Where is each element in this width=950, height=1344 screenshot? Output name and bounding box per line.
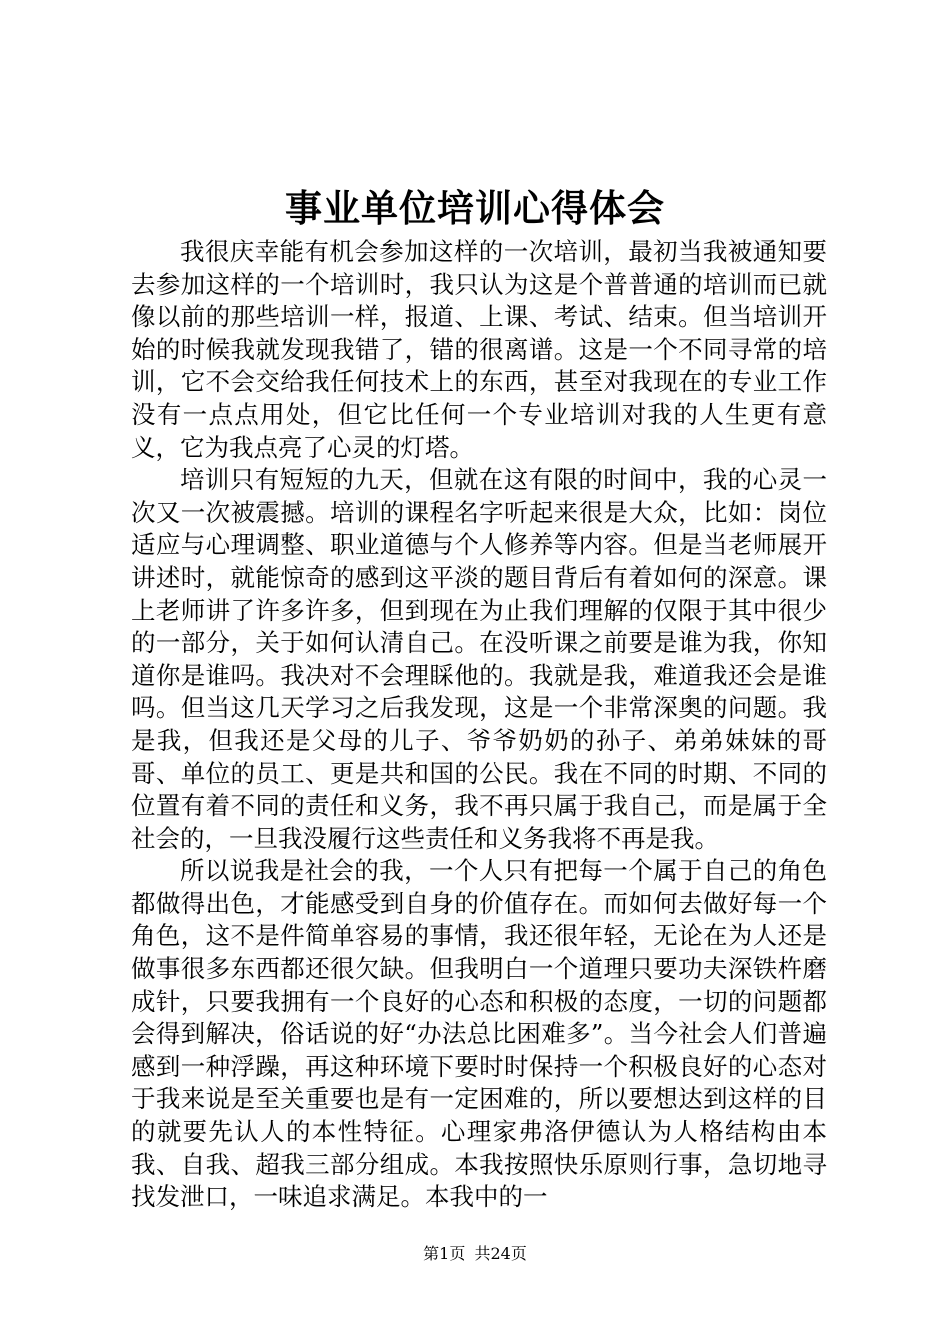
paragraph-1: 我很庆幸能有机会参加这样的一次培训，最初当我被通知要去参加这样的一个培训时，我只认为这是个普普通的培训而已就像以前的那些培训一样，报道、上课、考试、结束。但当培训开始的时候我就发现我错了，错的很离谱。这是一个不同寻常的培训，它不会交给我任何技术上的东西，甚至对我现在的专业工作没有一点点用处，但它比任何一个专业培训对我的人生更有意义，它为我点亮了心灵的灯塔。 — [131, 237, 827, 462]
paragraph-2: 培训只有短短的九天，但就在这有限的时间中，我的心灵一次又一次被震撼。培训的课程名字听起来很是大众，比如：岗位适应与心理调整、职业道德与个人修养等内容。但是当老师展开讲述时，就能惊奇的感到这平淡的题目背后有着如何的深意。课上老师讲了许多许多，但到现在为止我们理解的仅限于其中很少的一部分，关于如何认清自己。在没听课之前要是谁为我，你知道你是谁吗。我决对不会理睬他的。我就是我，难道我还会是谁吗。但当这几天学习之后我发现，这是一个非常深奥的问题。我是我，但我还是父母的儿子、爷爷奶奶的孙子、弟弟妹妹的哥哥、单位的员工、更是共和国的公民。我在不同的时期、不同的位置有着不同的责任和义务，我不再只属于我自己，而是属于全社会的，一旦我没履行这些责任和义务我将不再是我。 — [131, 465, 827, 853]
document-title: 事业单位培训心得体会 — [285, 186, 665, 230]
page-footer — [0, 1243, 950, 1265]
page-total: 共24页 — [474, 1244, 527, 1263]
paragraph-3: 所以说我是社会的我，一个人只有把每一个属于自己的角色都做得出色，才能感受到自身的价值存在。而如何去做好每一个角色，这不是件简单容易的事情，我还很年轻，无论在为人还是做事很多东西都还很欠缺。但我明白一个道理只要功夫深铁杵磨成针，只要我拥有一个良好的心态和积极的态度，一切的问题都会得到解决，俗话说的好“办法总比困难多”。当今社会人们普遍感到一种浮躁，再这种环境下要时时保持一个积极良好的心态对于我来说是至关重要也是有一定困难的，所以要想达到这样的目的就要先认人的本性特征。心理家弗洛伊德认为人格结构由本我、自我、超我三部分组成。本我按照快乐原则行事，急切地寻找发泄口，一味追求满足。本我中的一 — [131, 856, 827, 1212]
page-number: 第1页 — [423, 1244, 466, 1263]
document-body — [131, 236, 827, 1214]
